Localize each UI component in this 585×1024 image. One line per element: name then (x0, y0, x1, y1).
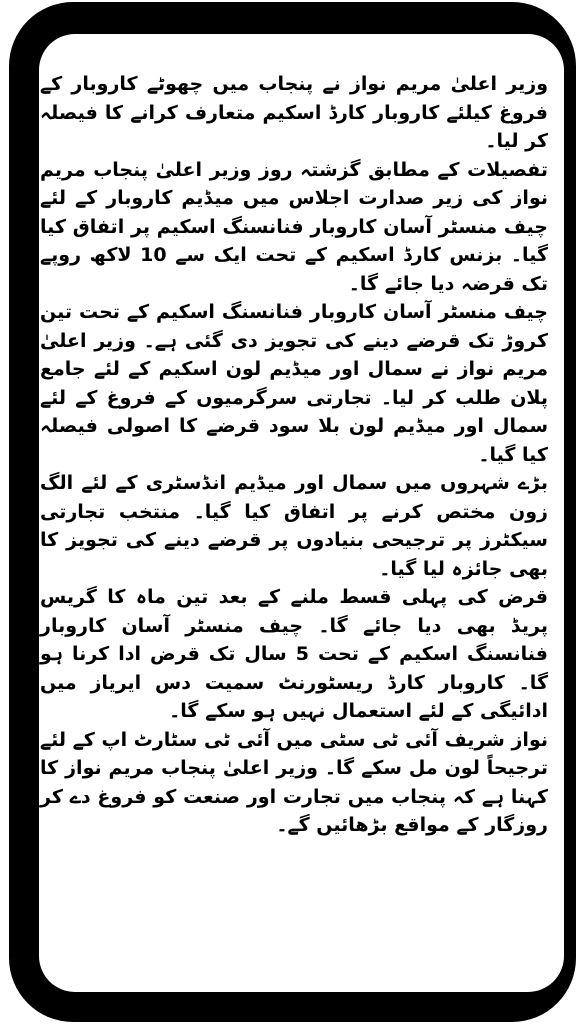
article-paragraph-4: بڑے شہروں میں سمال اور میڈیم انڈسٹری کے لئے الگ زون مختص کرنے پر اتفاق کیا گیا۔ منتخب تجارتی سیکٹرز پر ترجیحی بنیادوں پر قرضے دینے کی تجویز کا بھی جائزہ لیا گیا۔ (40, 472, 548, 580)
news-article (40, 70, 548, 840)
article-paragraph-3: چیف منسٹر آسان کاروبار فنانسنگ اسکیم کے تحت تین کروڑ تک قرضے دینے کی تجویز دی گئی ہے۔ وزیر اعلیٰ مریم نواز نے سمال اور میڈیم لون اسکیم کے لئے جامع پلان طلب کر لیا۔ تجارتی سرگرمیوں کے فروغ کے لئے سمال اور میڈیم لون بلا سود قرضے کا اصولی فیصلہ کیا گیا۔ (40, 301, 548, 466)
phone-notch (209, 2, 395, 34)
article-paragraph-2: تفصیلات کے مطابق گزشتہ روز وزیر اعلیٰ پنجاب مریم نواز کی زیر صدارت اجلاس میں میڈیم کاروبار کے لئے چیف منسٹر آسان کاروبار فنانسنگ اسکیم پر اتفاق کیا گیا۔ بزنس کارڈ اسکیم کے تحت ایک سے 10 لاکھ روپے تک قرضہ دیا جائے گا۔ (40, 158, 548, 295)
article-paragraph-1: وزیر اعلیٰ مریم نواز نے پنجاب میں چھوٹے کاروبار کے فروغ کیلئے کاروبار کارڈ اسکیم متعارف کرانے کا فیصلہ کر لیا۔ (40, 73, 548, 152)
article-paragraph-6: نواز شریف آئی ٹی سٹی میں آئی ٹی سٹارٹ اپ کے لئے ترجیحاً لون مل سکے گا۔ وزیر اعلیٰ پنجاب مریم نواز کا کہنا ہے کہ پنجاب میں تجارت اور صنعت کو فروغ دے کر روزگار کے مواقع بڑھائیں گے۔ (40, 728, 548, 836)
article-paragraph-5: قرض کی پہلی قسط ملنے کے بعد تین ماہ کا گریس پریڈ بھی دیا جائے گا۔ چیف منسٹر آسان کاروبار فنانسنگ اسکیم کے تحت 5 سال تک قرض ادا کرنا ہو گا۔ کاروبار کارڈ ریسٹورنٹ سمیت دس ایریاز میں ادائیگی کے لئے استعمال نہیں ہو سکے گا۔ (40, 586, 548, 722)
